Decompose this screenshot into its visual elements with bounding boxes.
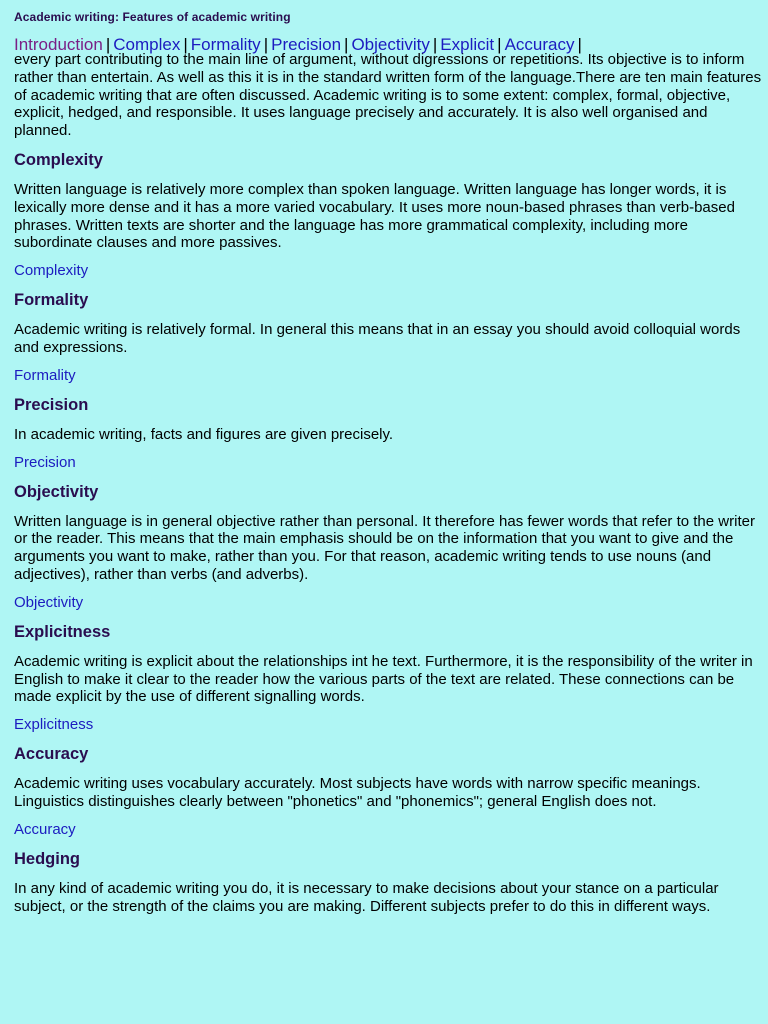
section-heading-explicitness: Explicitness xyxy=(14,622,111,641)
nav-separator: | xyxy=(105,35,111,54)
section-heading-formality: Formality xyxy=(14,291,89,310)
nav-separator: | xyxy=(577,35,582,54)
section-body-complexity: Written language is relatively more complex than spoken language. Written language has longer words, it is lexically more dense and it has a more varied vocabulary. It uses more noun-based phrases than verb-based phrases. Written texts are shorter and the language has more grammatical complexity, including more subordinate clauses and more passives. xyxy=(14,180,735,252)
section-heading-objectivity: Objectivity xyxy=(14,482,99,501)
section-link-explicitness[interactable]: Explicitness xyxy=(14,716,94,734)
nav-link-formality[interactable]: Formality xyxy=(190,35,261,54)
nav-link-objectivity[interactable]: Objectivity xyxy=(351,35,430,54)
section-body-accuracy: Academic writing uses vocabulary accurately. Most subjects have words with narrow specific meanings. Linguistics distinguishes clearly between "phonetics" and "phonemics"; general English does not. xyxy=(14,775,701,810)
nav-separator: | xyxy=(263,35,269,54)
document-title: Academic writing: Features of academic writing xyxy=(14,10,291,24)
section-link-formality[interactable]: Formality xyxy=(14,366,76,384)
section-body-formality: Academic writing is relatively formal. In general this means that in an essay you should avoid colloquial words and expressions. xyxy=(14,321,741,356)
section-link-objectivity[interactable]: Objectivity xyxy=(14,593,84,611)
section-heading-precision: Precision xyxy=(14,395,89,414)
section-heading-accuracy: Accuracy xyxy=(14,745,89,764)
nav-link-complex[interactable]: Complex xyxy=(113,35,181,54)
section-navigation xyxy=(14,34,585,56)
section-heading-complexity: Complexity xyxy=(14,150,103,169)
section-body-hedging: In any kind of academic writing you do, it is necessary to make decisions about your stance on a particular subject, or the strength of the claims you are making. Different subjects prefer to do this in different ways. xyxy=(14,879,719,915)
nav-separator: | xyxy=(344,35,349,54)
section-body-precision: In academic writing, facts and figures are given precisely. xyxy=(14,425,394,443)
nav-link-explicit[interactable]: Explicit xyxy=(440,35,495,54)
nav-separator: | xyxy=(183,35,188,54)
intro-paragraph: every part contributing to the main line of argument, without digressions or repetitions. Its objective is to inform rather than entertain. As well as this it is in the standard written form of the language.There are ten main features of academic writing that are often discussed. Academic writing is to some extent: complex, formal, objective, explicit, hedged, and responsible. It uses language precisely and accurately. It is also well organised and planned. xyxy=(14,51,762,140)
section-link-precision[interactable]: Precision xyxy=(14,453,76,471)
section-link-accuracy[interactable]: Accuracy xyxy=(14,820,76,838)
document-body xyxy=(14,51,762,915)
section-heading-hedging: Hedging xyxy=(14,849,80,868)
nav-link-introduction[interactable]: Introduction xyxy=(14,35,103,54)
nav-link-accuracy[interactable]: Accuracy xyxy=(504,35,575,54)
nav-separator: | xyxy=(432,35,438,54)
nav-link-precision[interactable]: Precision xyxy=(271,35,342,54)
section-body-objectivity: Written language is in general objective rather than personal. It therefore has fewer words that refer to the writer or the reader. This means that the main emphasis should be on the information that you want to give and the arguments you want to make, rather than you. For that reason, academic writing tends to use nouns (and adjectives), rather than verbs (and adverbs). xyxy=(14,512,755,583)
section-body-explicitness: Academic writing is explicit about the relationships int he text. Furthermore, it is the responsibility of the writer in English to make it clear to the reader how the various parts of the text are related. These connections can be made explicit by the use of different signalling words. xyxy=(14,652,753,706)
nav-separator: | xyxy=(497,35,502,54)
section-link-complexity[interactable]: Complexity xyxy=(14,262,89,280)
